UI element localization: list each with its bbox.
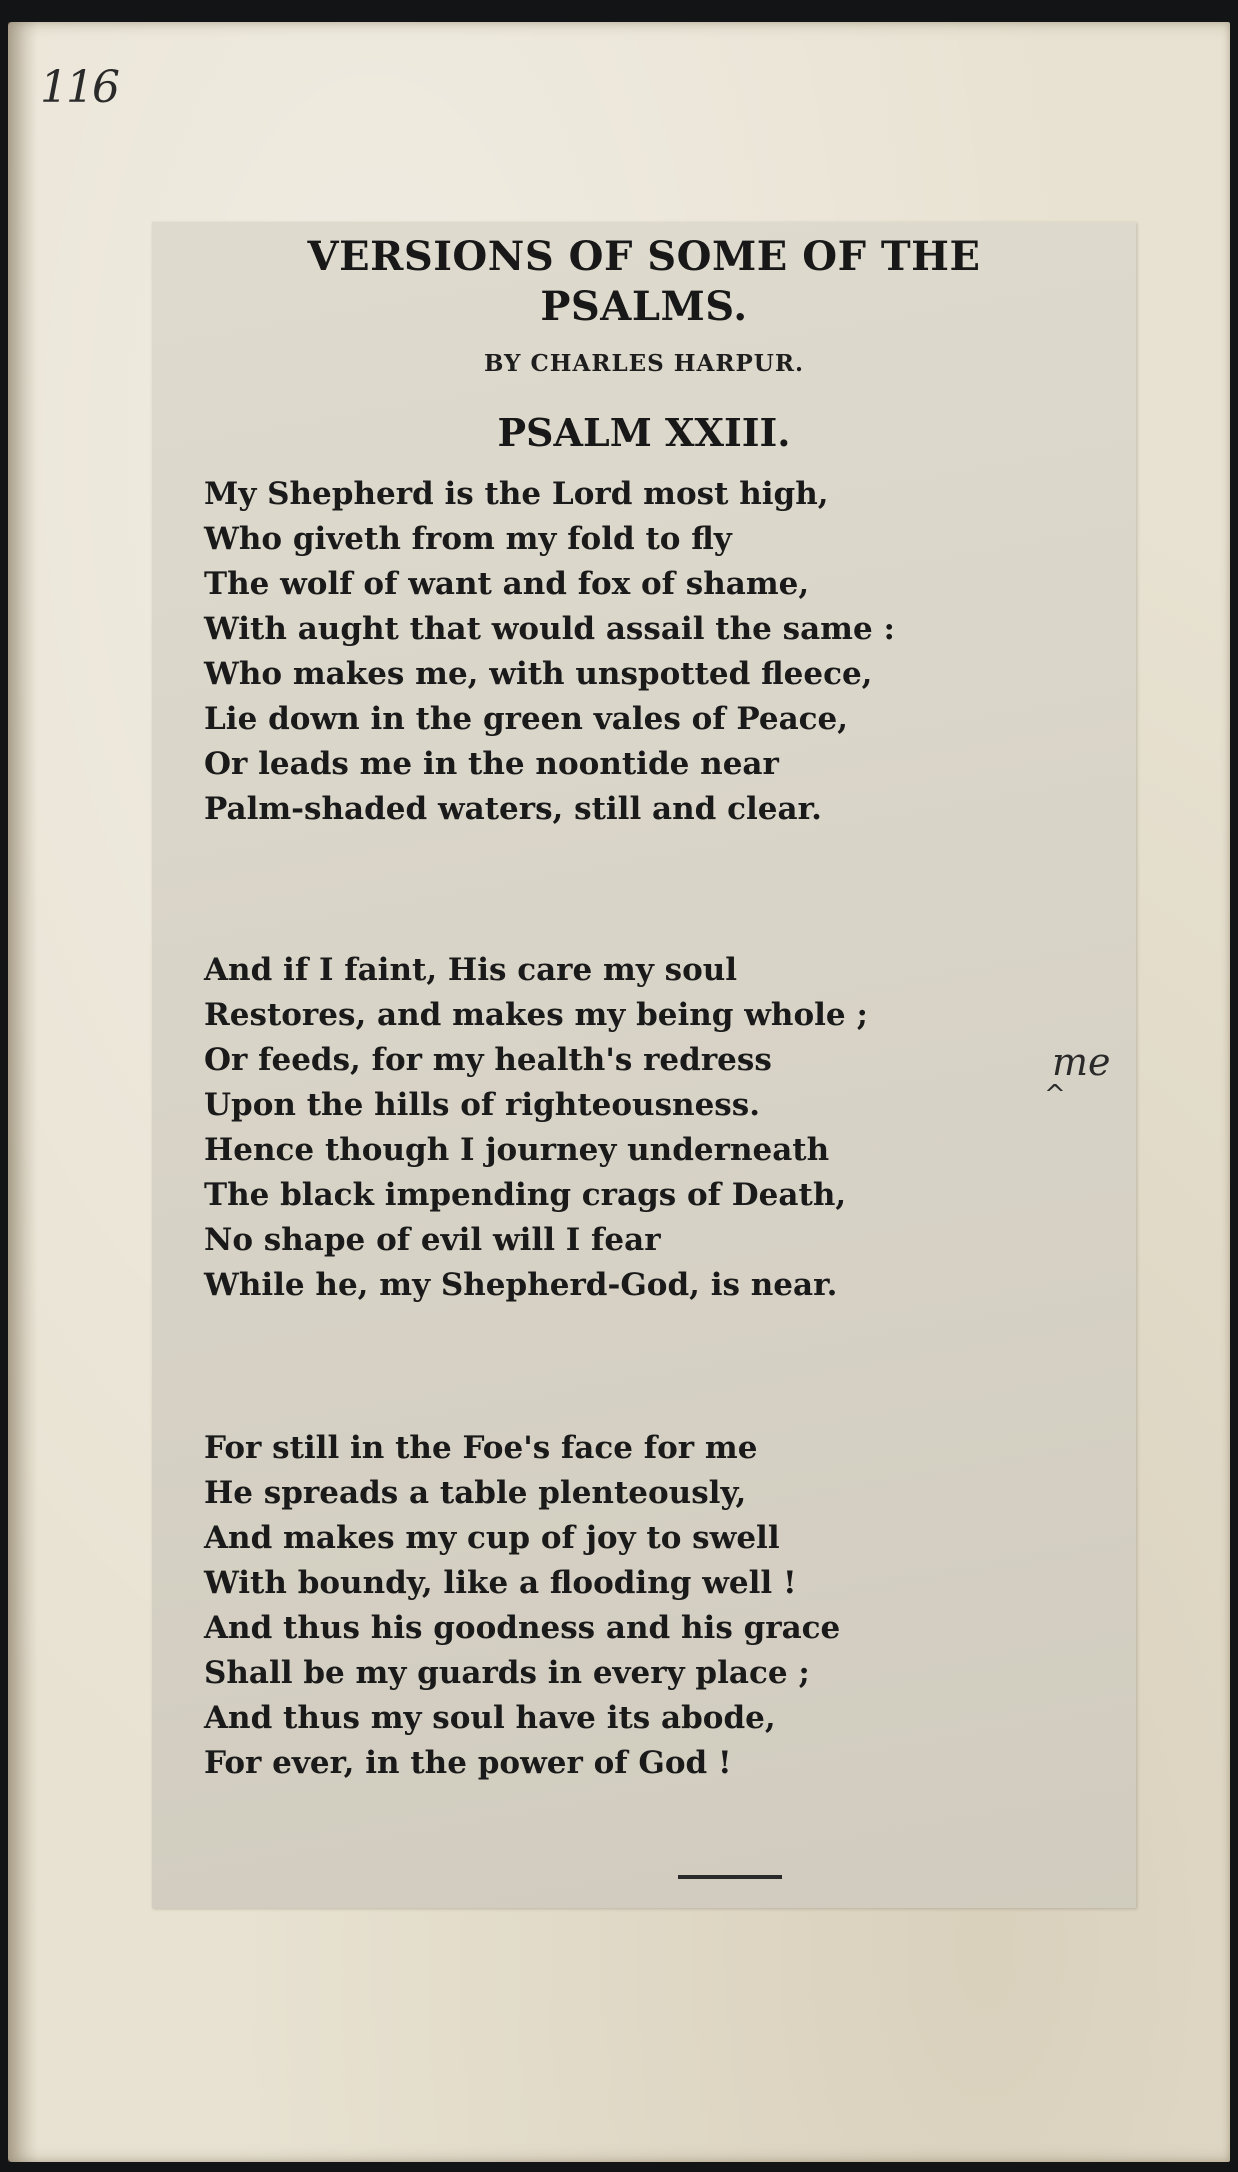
end-rule: [678, 1875, 782, 1879]
verse-line: The wolf of want and fox of shame,: [204, 566, 810, 602]
verse-line: And thus my soul have its abode,: [204, 1700, 776, 1736]
verse-line: For ever, in the power of God !: [204, 1745, 732, 1781]
stanza-1: [204, 472, 1124, 832]
verse-line: Who giveth from my fold to fly: [204, 521, 732, 557]
verse-line: Shall be my guards in every place ;: [204, 1655, 810, 1691]
verse-line: Hence though I journey underneath: [204, 1132, 830, 1168]
verse-line: And makes my cup of joy to swell: [204, 1520, 780, 1556]
insertion-caret: ^: [1044, 1080, 1066, 1110]
stanza-2: [204, 948, 1124, 1308]
verse-line: With aught that would assail the same :: [204, 611, 895, 647]
psalm-heading: PSALM XXIII.: [497, 410, 791, 455]
verse-line: No shape of evil will I fear: [204, 1222, 661, 1258]
clipping-title: [152, 232, 1136, 332]
verse-line: Palm-shaded waters, still and clear.: [204, 791, 822, 827]
stanza-3: [204, 1426, 1124, 1786]
page-number: 116: [40, 62, 118, 113]
title-line-2: PSALMS.: [540, 283, 748, 330]
verse-line: And thus his goodness and his grace: [204, 1610, 841, 1646]
handwritten-margin-note: me: [1052, 1040, 1111, 1084]
spine-shadow: [8, 22, 38, 2162]
verse-line: While he, my Shepherd-God, is near.: [204, 1267, 838, 1303]
verse-line: Who makes me, with unspotted fleece,: [204, 656, 873, 692]
verse-line: For still in the Foe's face for me: [204, 1430, 758, 1466]
title-line-1: VERSIONS OF SOME OF THE: [307, 233, 981, 280]
verse-line: Lie down in the green vales of Peace,: [204, 701, 849, 737]
verse-line: He spreads a table plenteously,: [204, 1475, 747, 1511]
verse-line: My Shepherd is the Lord most high,: [204, 476, 829, 512]
verse-line: And if I faint, His care my soul: [204, 952, 738, 988]
verse-line: Upon the hills of righteousness.: [204, 1087, 761, 1123]
author-byline: BY CHARLES HARPUR.: [484, 350, 804, 377]
verse-line: The black impending crags of Death,: [204, 1177, 847, 1213]
verse-line: Restores, and makes my being whole ;: [204, 997, 868, 1033]
verse-line: With boundy, like a flooding well !: [204, 1565, 797, 1601]
newspaper-clipping: [152, 222, 1136, 1908]
verse-line: Or leads me in the noontide near: [204, 746, 779, 782]
verse-line: Or feeds, for my health's redress: [204, 1042, 772, 1078]
